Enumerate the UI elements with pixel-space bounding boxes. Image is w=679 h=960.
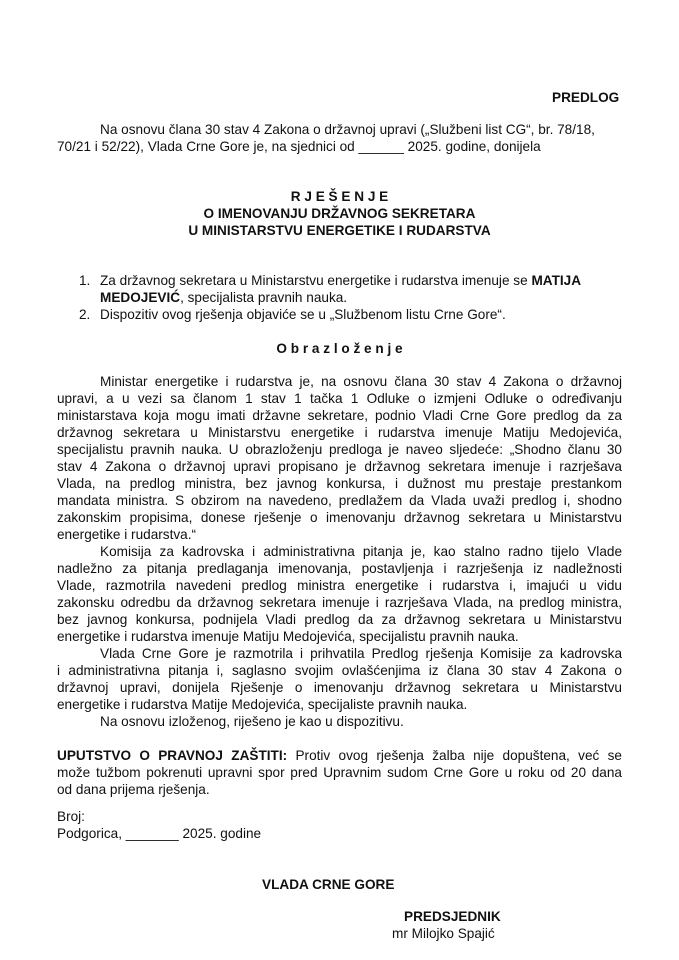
- legal-remedy-label: UPUTSTVO O PRAVNOJ ZAŠTITI:: [57, 748, 288, 763]
- item-text: Za državnog sekretara u Ministarstvu energetike i rudarstva imenuje se: [100, 273, 528, 288]
- paragraph-line: Komisija za kadrovska i administrativna pitanja je, kao stalno radno tijelo Vlade: [100, 544, 622, 559]
- paragraph-line: mandata ministra. S obzirom na navedeno, predlažem da Vlada uvaži predlog i, shodno: [57, 493, 622, 508]
- paragraph-line: Na osnovu izloženog, riješeno je kao u dispozitivu.: [100, 714, 404, 729]
- legal-remedy-line-1: [57, 747, 622, 764]
- paragraph-line: energetike i rudarstva Matije Medojevića, specijaliste pravnih nauka.: [57, 697, 468, 712]
- reasoning-heading: O b r a z l o ž e n j e: [276, 341, 403, 356]
- paragraph-line: ministarstava koja mogu imati državne sekretare, podnio Vladi Crne Gore predlog da za: [57, 408, 622, 423]
- appointee-first-name: MATIJA: [531, 273, 582, 288]
- paragraph-line: državnog sekretara u Ministarstvu energetike i rudarstva imenuje Matiju Medojevića,: [57, 425, 622, 440]
- reference-number-label: Broj:: [57, 809, 85, 824]
- legal-remedy-text: Protiv ovog rješenja žalba nije dopuštena, već se: [295, 748, 622, 763]
- paragraph-line: stav 4 Zakona o državnoj upravi propisano je državnog sekretara imenuje i razrješava: [57, 459, 622, 474]
- legal-remedy-line-2: može tužbom pokrenuti upravni spor pred Upravnim sudom Crne Gore u roku od 20 dana: [57, 765, 622, 780]
- dispositive-item-1-line-2: [100, 289, 347, 306]
- paragraph-line: zakonskim propisima, donese rješenje o imenovanju državnog sekretara u Ministarstvu: [57, 510, 622, 525]
- proposal-label: PREDLOG: [552, 90, 620, 105]
- paragraph-line: Vlade, razmotrila navedeni predlog ministra energetike i rudarstva i, imajući u vidu: [57, 578, 622, 593]
- paragraph-line: specijalistu pravnih nauka. U obrazloženju predloga je naveo sljedeće: „Shodno članu 30: [57, 442, 622, 457]
- dispositive-item-2: Dispozitiv ovog rješenja objaviće se u „Službenom listu Crne Gore“.: [100, 307, 506, 322]
- paragraph-line: energetike i rudarstva.“: [57, 527, 197, 542]
- dispositive-item-1-line-1: [100, 272, 581, 289]
- place-and-date: Podgorica, _______ 2025. godine: [57, 826, 262, 841]
- paragraph-line: upravi, a u vezi sa članom 1 stav 1 tačka 1 Odluke o izmjeni Odluke o određivanju: [57, 391, 622, 406]
- paragraph-line: energetike i rudarstva imenuje Matiju Medojevića, specijalistu pravnih nauka.: [57, 629, 519, 644]
- paragraph-line: zakonsku odredbu da državnog sekretara imenuje i razrješava Vlada, na predlog ministra,: [57, 595, 622, 610]
- government-name: VLADA CRNE GORE: [262, 877, 395, 892]
- document-subtitle-1: O IMENOVANJU DRŽAVNOG SEKRETARA: [203, 206, 476, 221]
- item-text: , specijalista pravnih nauka.: [180, 290, 348, 305]
- paragraph-line: Vlada, na predlog ministra, bez javnog konkursa, i dužnost mu prestaje prestankom: [57, 476, 622, 491]
- intro-line-2: 70/21 i 52/22), Vlada Crne Gore je, na sjednici od ______ 2025. godine, donijela: [57, 139, 541, 154]
- intro-line-1: Na osnovu člana 30 stav 4 Zakona o državnoj upravi („Službeni list CG“, br. 78/18,: [100, 122, 595, 137]
- paragraph-line: nadležno za pitanja predlaganja imenovanja, postavljenja i razrješenja iz nadležnosti: [57, 561, 622, 576]
- paragraph-line: i administrativna pitanja i, saglasno svojim ovlašćenjima iz člana 30 stav 4 Zakona o: [57, 663, 622, 678]
- legal-remedy-line-3: od dana prijema rješenja.: [57, 782, 210, 797]
- item-number: 2.: [79, 307, 91, 322]
- signatory-title: PREDSJEDNIK: [404, 909, 501, 924]
- paragraph-line: državnoj upravi, donijela Rješenje o imenovanju državnog sekretara u Ministarstvu: [57, 680, 622, 695]
- signatory-name: mr Milojko Spajić: [392, 926, 495, 941]
- document-title: R J E Š E N J E: [290, 189, 389, 204]
- item-number: 1.: [79, 273, 91, 288]
- paragraph-line: Ministar energetike i rudarstva je, na osnovu člana 30 stav 4 Zakona o državnoj: [100, 374, 622, 389]
- paragraph-line: bez javnog konkursa, podnijela Vladi predlog da za državnog sekretara u Ministarstvu: [57, 612, 622, 627]
- paragraph-line: Vlada Crne Gore je razmotrila i prihvatila Predlog rješenja Komisije za kadrovska: [100, 646, 622, 661]
- appointee-last-name: MEDOJEVIĆ: [100, 290, 181, 305]
- document-subtitle-2: U MINISTARSTVU ENERGETIKE I RUDARSTVA: [188, 223, 491, 238]
